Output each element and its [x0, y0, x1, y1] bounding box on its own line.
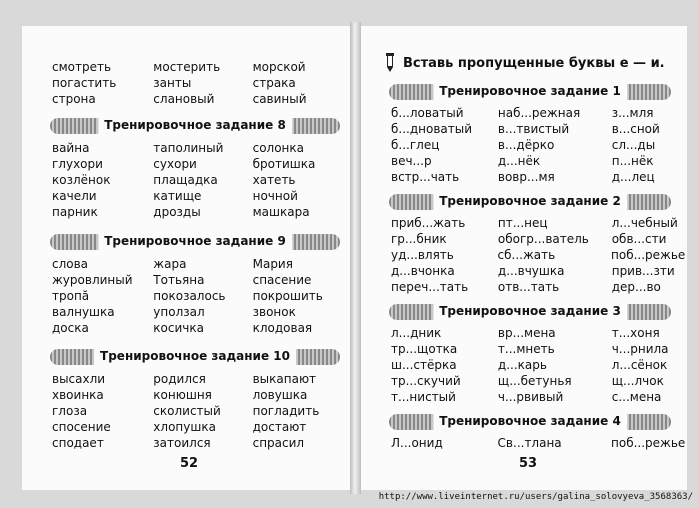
word-cell: тропӑ	[52, 289, 90, 303]
word-cell: д...вчушка	[497, 264, 565, 278]
word-row	[52, 76, 342, 91]
section-banner	[389, 304, 671, 320]
word-cell: уползал	[153, 305, 205, 319]
word-cell: наб...режная	[497, 106, 581, 120]
word-row	[391, 374, 681, 389]
word-cell: качели	[52, 189, 97, 203]
footer-url: http://www.liveinternet.ru/users/galina_solovyeva_3568363/	[378, 492, 693, 502]
word-cell: д...нёк	[497, 154, 541, 168]
word-cell: д...карь	[497, 358, 547, 372]
word-row	[391, 326, 681, 341]
word-cell: Тотьяна	[153, 273, 205, 287]
word-row	[391, 170, 681, 185]
word-cell: з...мля	[611, 106, 654, 120]
word-cell: хвоинка	[52, 388, 104, 402]
word-cell: занты	[153, 76, 192, 90]
word-cell: д...вчонка	[391, 264, 455, 278]
word-cell: вайна	[52, 141, 90, 155]
word-cell: обв...сти	[611, 232, 667, 246]
section-title: Тренировочное задание 10	[94, 348, 296, 365]
word-row	[391, 264, 681, 279]
word-row	[52, 289, 342, 304]
word-cell: достают	[252, 420, 307, 434]
word-cell: отв...тать	[497, 280, 560, 294]
word-row	[391, 248, 686, 263]
word-cell: страка	[252, 76, 296, 90]
word-cell: ловушка	[252, 388, 308, 402]
word-row	[391, 138, 681, 153]
word-row	[391, 232, 681, 247]
word-cell: в...сной	[611, 122, 660, 136]
word-cell: л...чебный	[611, 216, 678, 230]
word-row	[52, 436, 342, 451]
word-cell: сл...ды	[611, 138, 656, 152]
word-cell: клодовая	[252, 321, 313, 335]
pencil-icon	[383, 53, 397, 73]
word-cell: сподает	[52, 436, 104, 450]
word-cell: сколистый	[153, 404, 221, 418]
word-cell: морской	[252, 60, 306, 74]
word-row	[52, 305, 342, 320]
word-row	[52, 404, 342, 419]
word-cell: п...нёк	[611, 154, 654, 168]
word-row	[52, 420, 342, 435]
word-cell: покрошить	[252, 289, 323, 303]
word-cell: затоился	[153, 436, 211, 450]
word-cell: л...сёнок	[611, 358, 668, 372]
word-cell: ночной	[252, 189, 298, 203]
word-cell: глухори	[52, 157, 103, 171]
word-cell: дер...во	[611, 280, 661, 294]
word-cell: козлёнок	[52, 173, 111, 187]
word-cell: тр...скучий	[391, 374, 461, 388]
book-spine	[350, 22, 361, 494]
section-banner	[50, 349, 340, 365]
word-row	[52, 157, 342, 172]
word-cell: гр...бник	[391, 232, 447, 246]
word-cell: журовлиный	[52, 273, 133, 287]
word-cell: бротишка	[252, 157, 316, 171]
word-cell: таполиный	[153, 141, 224, 155]
page-number: 53	[519, 456, 538, 471]
word-cell: смотреть	[52, 60, 112, 74]
word-row	[391, 342, 681, 357]
word-cell: встр...чать	[391, 170, 460, 184]
word-cell: в...дёрко	[497, 138, 555, 152]
word-cell: спосение	[52, 420, 111, 434]
word-cell: плащадка	[153, 173, 218, 187]
word-cell: поб...режье	[611, 248, 686, 262]
word-row	[52, 257, 342, 272]
section-title: Тренировочное задание 8	[98, 117, 292, 134]
word-cell: ш...стёрка	[391, 358, 457, 372]
word-row	[391, 154, 681, 169]
word-row	[391, 436, 686, 451]
word-cell: поб...режье	[611, 436, 686, 450]
word-cell: в...твистый	[497, 122, 570, 136]
word-cell: строна	[52, 92, 96, 106]
word-row	[52, 205, 342, 220]
word-cell: спрасил	[252, 436, 305, 450]
word-cell: косичка	[153, 321, 204, 335]
word-row	[52, 273, 342, 288]
word-cell: хатеть	[252, 173, 296, 187]
word-cell: т...мнеть	[497, 342, 555, 356]
word-cell: ч...рвивый	[497, 390, 564, 404]
word-cell: парник	[52, 205, 98, 219]
word-cell: слановый	[153, 92, 215, 106]
word-cell: спасение	[252, 273, 312, 287]
word-row	[52, 388, 342, 403]
word-cell: щ...лчок	[611, 374, 664, 388]
word-cell: веч...р	[391, 154, 432, 168]
page-number: 52	[180, 456, 199, 471]
section-title: Тренировочное задание 3	[433, 303, 627, 320]
word-cell: обогр...ватель	[497, 232, 589, 246]
word-row	[391, 280, 681, 295]
word-cell: уд...влять	[391, 248, 454, 262]
section-banner	[50, 118, 340, 134]
word-cell: л...дник	[391, 326, 442, 340]
word-cell: катище	[153, 189, 202, 203]
word-cell: с...мена	[611, 390, 662, 404]
word-cell: родился	[153, 372, 206, 386]
word-cell: конюшня	[153, 388, 212, 402]
word-cell: сухори	[153, 157, 197, 171]
word-cell: д...лец	[611, 170, 655, 184]
word-cell: переч...тать	[391, 280, 469, 294]
word-row	[52, 173, 342, 188]
section-title: Тренировочное задание 1	[433, 83, 627, 100]
word-cell: вовр...мя	[497, 170, 555, 184]
word-cell: доска	[52, 321, 89, 335]
word-cell: б...ловатый	[391, 106, 464, 120]
word-cell: савиный	[252, 92, 307, 106]
word-row	[391, 358, 681, 373]
word-cell: глоза	[52, 404, 88, 418]
section-banner	[389, 84, 671, 100]
right-page	[361, 26, 687, 490]
section-title: Тренировочное задание 2	[433, 193, 627, 210]
word-cell: выкапают	[252, 372, 317, 386]
word-cell: погастить	[52, 76, 117, 90]
exercise-heading: Вставь пропущенные буквы е — и.	[403, 56, 665, 71]
word-cell: прив...зти	[611, 264, 675, 278]
word-cell: хлопушка	[153, 420, 216, 434]
word-cell: б...глец	[391, 138, 440, 152]
section-title: Тренировочное задание 4	[433, 413, 627, 430]
word-cell: т...нистый	[391, 390, 456, 404]
word-row	[391, 106, 681, 121]
word-cell: жара	[153, 257, 187, 271]
word-row	[391, 122, 681, 137]
section-banner	[50, 234, 340, 250]
word-cell: машкара	[252, 205, 310, 219]
word-row	[52, 60, 342, 75]
word-cell: высахли	[52, 372, 106, 386]
word-cell: Л...онид	[391, 436, 443, 450]
word-cell: вр...мена	[497, 326, 556, 340]
word-cell: валнушка	[52, 305, 115, 319]
word-cell: приб...жать	[391, 216, 466, 230]
word-cell: покозалось	[153, 289, 226, 303]
word-cell: дрозды	[153, 205, 201, 219]
word-cell: солонка	[252, 141, 305, 155]
word-cell: Св...тлана	[497, 436, 562, 450]
word-row	[52, 92, 342, 107]
word-cell: щ...бетунья	[497, 374, 572, 388]
word-cell: мостерить	[153, 60, 221, 74]
word-row	[391, 216, 681, 231]
left-page	[22, 26, 350, 490]
word-cell: сб...жать	[497, 248, 556, 262]
word-cell: ч...рнила	[611, 342, 669, 356]
section-banner	[389, 194, 671, 210]
word-cell: т...хоня	[611, 326, 660, 340]
word-row	[52, 321, 342, 336]
word-cell: звонок	[252, 305, 296, 319]
word-row	[52, 372, 342, 387]
section-banner	[389, 414, 671, 430]
word-cell: слова	[52, 257, 89, 271]
word-row	[52, 141, 342, 156]
word-row	[391, 390, 681, 405]
word-cell: тр...щотка	[391, 342, 458, 356]
word-cell: пт...нец	[497, 216, 548, 230]
word-cell: погладить	[252, 404, 320, 418]
section-title: Тренировочное задание 9	[98, 233, 292, 250]
word-cell: Мария	[252, 257, 293, 271]
word-row	[52, 189, 342, 204]
word-cell: б...дноватый	[391, 122, 473, 136]
